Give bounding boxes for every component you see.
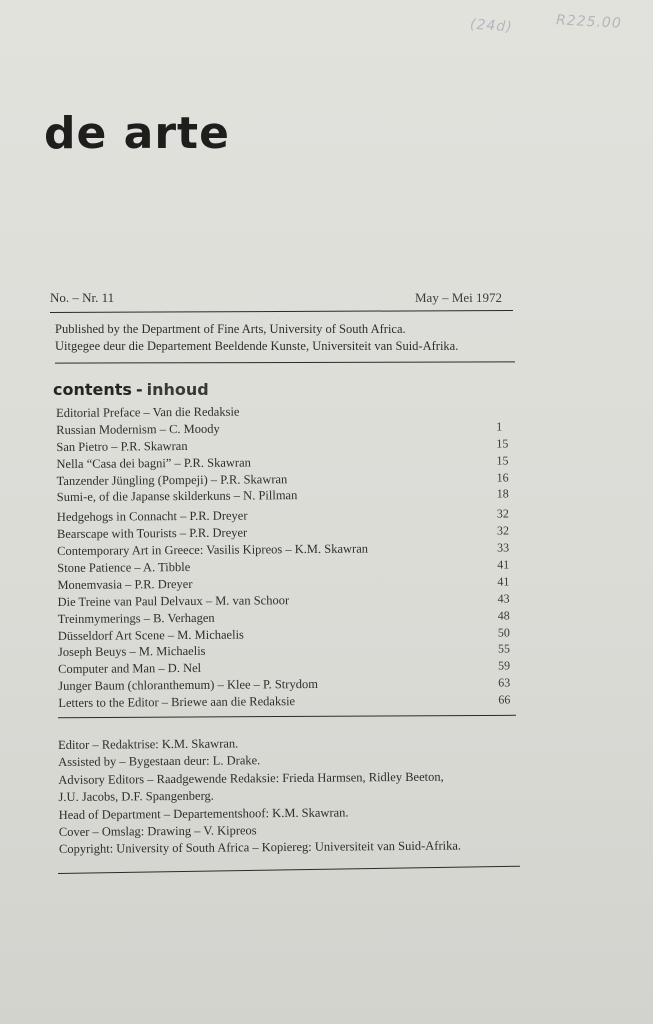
toc-entry-title: Stone Patience – A. Tibble [57, 559, 191, 576]
toc-entry-title: Tanzender Jüngling (Pompeji) – P.R. Skawran [56, 471, 288, 488]
toc-entry-title: Treinmymerings – B. Verhagen [57, 610, 215, 626]
toc-entry-page: 43 [497, 591, 510, 606]
toc-entry-title: Contemporary Art in Greece: Vasilis Kipreos – K.M. Skawran [57, 541, 369, 559]
toc-entry [58, 692, 518, 713]
toc-entry-page: 18 [496, 486, 509, 501]
credit-editor: Editor – Redaktrise: K.M. Skawran. [58, 736, 239, 752]
handwritten-note-left: (24d) [469, 16, 514, 36]
toc-entry-page: 63 [498, 675, 511, 690]
divider-rule [50, 310, 513, 313]
toc-entry-page: 15 [496, 453, 509, 468]
credit-assisted: Assisted by – Bygestaan deur: L. Drake. [58, 753, 261, 770]
toc-entry-title: Junger Baum (chloranthemum) – Klee – P. Strydom [58, 677, 318, 694]
publisher-block [55, 321, 458, 355]
toc-entry-page: 41 [497, 557, 510, 572]
toc-entry-page: 50 [497, 625, 510, 640]
credit-advisory-line2: J.U. Jacobs, D.F. Spangenberg. [58, 788, 214, 805]
credit-advisory-line1: Advisory Editors – Raadgewende Redaksie: Frieda Harmsen, Ridley Beeton, [58, 769, 444, 787]
toc-entry-page: 16 [496, 470, 509, 485]
toc-entry-page: 32 [496, 523, 510, 538]
toc-entry-title: Editorial Preface – Van die Redaksie [56, 404, 240, 420]
contents-heading-separator: - [135, 380, 143, 399]
publisher-line-en: Published by the Department of Fine Arts, University of South Africa. [55, 322, 406, 336]
publisher-line-af: Uitgegee deur die Departement Beeldende Kunste, Universiteit van Suid-Afrika. [55, 339, 459, 353]
handwritten-annotation [470, 14, 650, 44]
toc-entry-title: Letters to the Editor – Briewe aan die Redaksie [58, 694, 296, 711]
toc-entry-title: Düsseldorf Art Scene – M. Michaelis [57, 627, 244, 643]
toc-entry-page: 41 [497, 574, 510, 589]
journal-title: de arte [44, 108, 230, 159]
toc-entry-page: 1 [496, 419, 503, 434]
credit-copyright: Copyright: University of South Africa – Kopiereg: Universiteit van Suid-Afrika. [58, 838, 462, 857]
toc-entry-title: San Pietro – P.R. Skawran [56, 438, 188, 454]
toc-entry-page: 32 [496, 506, 509, 521]
toc-entry-title: Sumi-e, of die Japanse skilderkuns – N. Pillman [56, 488, 298, 505]
toc-entry-page: 59 [498, 658, 511, 673]
toc-entry-title: Russian Modernism – C. Moody [56, 421, 220, 437]
divider-rule [58, 866, 520, 874]
handwritten-price: R225.00 [555, 12, 623, 32]
divider-rule [55, 361, 515, 363]
toc-entry-page: 15 [496, 436, 509, 451]
toc-entry-title: Computer and Man – D. Nel [58, 661, 202, 677]
toc-entry-title: Bearscape with Tourists – P.R. Dreyer [56, 525, 248, 542]
toc-entry-title: Monemvasia – P.R. Dreyer [57, 576, 193, 592]
toc-entry-title: Joseph Beuys – M. Michaelis [57, 644, 206, 660]
issue-number: No. – Nr. 11 [50, 290, 115, 305]
divider-rule [58, 715, 516, 718]
toc-entry-page: 33 [497, 540, 510, 555]
toc-entry [57, 486, 517, 507]
toc-entry-page: 55 [497, 641, 510, 657]
table-of-contents [56, 401, 518, 712]
credits-block [58, 733, 461, 858]
contents-heading-en: contents [53, 380, 132, 399]
toc-entry-page: 66 [498, 692, 511, 707]
toc-entry-title: Hedgehogs in Connacht – P.R. Dreyer [56, 508, 248, 525]
toc-entry-title: Nella “Casa dei bagni” – P.R. Skawran [56, 455, 251, 471]
contents-heading [53, 380, 209, 399]
toc-entry-page: 48 [497, 608, 510, 623]
contents-heading-af: inhoud [146, 380, 209, 399]
issue-date: May – Mei 1972 [415, 290, 503, 305]
toc-entry-title: Die Treine van Paul Delvaux – M. van Schoor [57, 592, 290, 609]
credit-head: Head of Department – Departementshoof: K.M. Skawran. [58, 805, 349, 822]
credit-cover: Cover – Omslag: Drawing – V. Kipreos [58, 823, 257, 840]
